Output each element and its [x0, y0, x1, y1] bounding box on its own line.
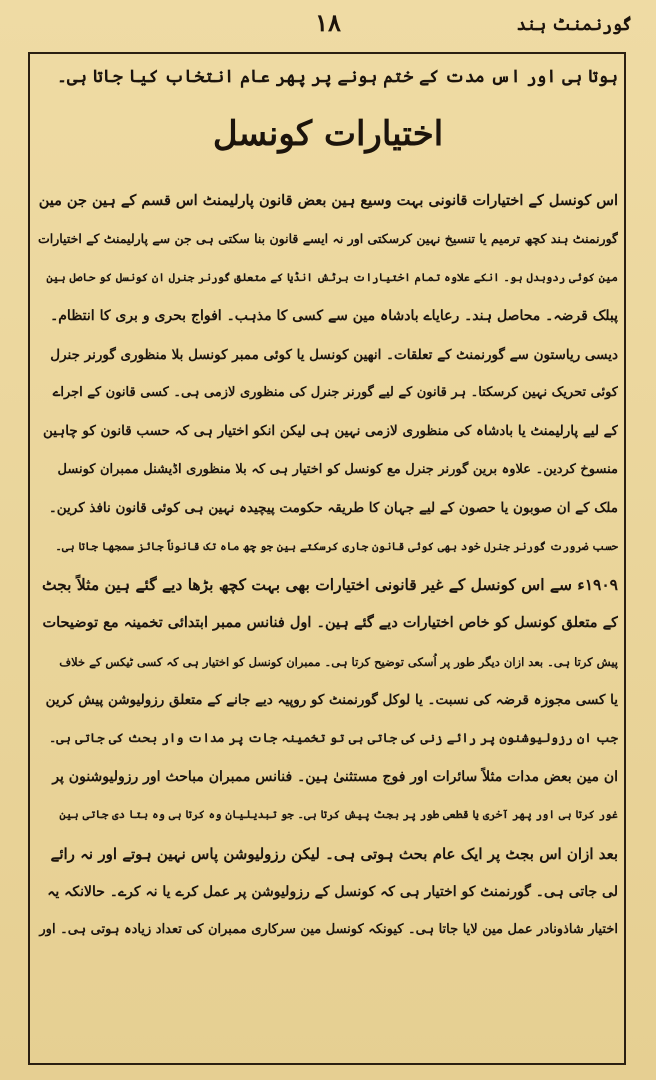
- text-line: گورنمنٹ ہند کچھ ترمیم یا تنسیخ نہین کرسکتی اور نہ ایسے قانون بنا سکتی ہی جن سے پارلیمنٹ کے اختیارات: [38, 231, 618, 247]
- page-number: ۱۸: [315, 8, 341, 37]
- text-line: دیسی ریاستون سے گورنمنٹ کے تعلقات۔ انھین کونسل یا کوئی ممبر کونسل بلا منظوری گورنر جنرل: [50, 346, 618, 363]
- text-line: پبلک قرضہ۔ محاصل ہند۔ رعایاے بادشاہ مین سے کسی کا مذہب۔ افواج بحری و بری کا انتظام۔: [50, 308, 618, 325]
- running-head: گورنمنٹ ہند: [516, 15, 632, 35]
- text-line: غور کرتا ہی اور پھر آخری یا قطعی طور پر بجٹ پیش کرتا ہی۔ جو تبدیلیان وہ کرتا ہی وہ بتا دی جاتی ہین: [59, 808, 618, 822]
- section-heading: اختیارات کونسل: [212, 114, 444, 154]
- text-line: ۱۹۰۹ء سے اس کونسل کے غیر قانونی اختیارات بھی بہت کچھ بڑھا دیے گئے ہین مثلاً بجٹ: [41, 574, 618, 594]
- text-line: پیش کرتا ہی۔ بعد ازان دیگر طور پر اُسکی توضیح کرتا ہی۔ ممبران کونسل کو اختیار ہی کہ کسی ٹیکس کے خلاف: [59, 654, 618, 669]
- text-line: یا کسی مجوزہ قرضہ کی نسبت۔ یا لوکل گورنمنٹ کو روپیہ دیے جانے کے متعلق رزولیوشن پیش کرین: [45, 692, 618, 709]
- page-header: [20, 6, 636, 46]
- text-line: اختیار شاذونادر عمل مین لایا جاتا ہی۔ کیونکہ کونسل مین سرکاری ممبران کی تعداد زیادہ ہوتی ہی۔ اور: [39, 922, 618, 938]
- body-text: [38, 182, 618, 950]
- text-line: ان مین بعض مدات مثلاً سائرات اور فوج مستثنیٰ ہین۔ فنانس ممبران مباحث اور رزولیوشنون پر: [52, 768, 618, 785]
- text-line: حسب ضرورت گورنر جنرل خود بھی کوئی قانون جاری کرسکتے ہین جو چھ ماہ تک قانوناً جائز سمجھا جاتا ہی۔: [55, 539, 618, 553]
- continuation-line: ہوتا ہی اور اس مدت کے ختم ہونے پر پھر عام انتخاب کیا جاتا ہی۔: [57, 67, 618, 87]
- text-line: لی جاتی ہی۔ گورنمنٹ کو اختیار ہی کہ کونسل کے رزولیوشن پر عمل کرے یا نہ کرے۔ حالانکہ یہ: [47, 884, 618, 901]
- text-line: منسوخ کردین۔ علاوہ برین گورنر جنرل مع کونسل کو اختیار ہی کہ بلا منظوری اڈیشنل ممبران کونسل: [57, 461, 618, 477]
- text-line: ملک کے ان صوبون یا حصون کے لیے جہان کا طریقہ حکومت پیچیدہ نہین ہی کوئی قانون نافذ کرین۔: [48, 500, 618, 517]
- page-content: [38, 60, 618, 1060]
- text-line: مین کوئی ردوبدل ہو۔ انکے علاوہ تمام اختیارات برٹش انڈیا کے متعلق گورنر جنرل ان کونسل کو حاصل ہین: [46, 270, 618, 284]
- text-line: جب ان رزولیوشنون پر رائے زنی کی جاتی ہی تو تخمینہ جات پر مدات وار بحث کی جاتی ہی۔: [48, 730, 618, 746]
- text-line: اس کونسل کے اختیارات قانونی بہت وسیع ہین بعض قانون پارلیمنٹ اس قسم کے ہین جن مین: [38, 192, 618, 209]
- text-line: بعد ازان اس بجٹ پر ایک عام بحث ہوتی ہی۔ لیکن رزولیوشن پاس نہین ہوتے اور نہ رائے: [50, 844, 618, 863]
- text-line: کے متعلق کونسل کو خاص اختیارات دیے گئے ہین۔ اول فنانس ممبر ابتدائی تخمینہ مع توضیحات: [42, 614, 618, 632]
- text-line: کے لیے پارلیمنٹ یا بادشاہ کی منظوری لازمی نہین ہی لیکن انکو اختیار ہی کہ حسب قانون کو چاہین: [42, 423, 618, 440]
- text-line: کوئی تحریک نہین کرسکتا۔ ہر قانون کے لیے گورنر جنرل کی منظوری لازمی ہی۔ کسی قانون کے اجراے: [52, 384, 618, 400]
